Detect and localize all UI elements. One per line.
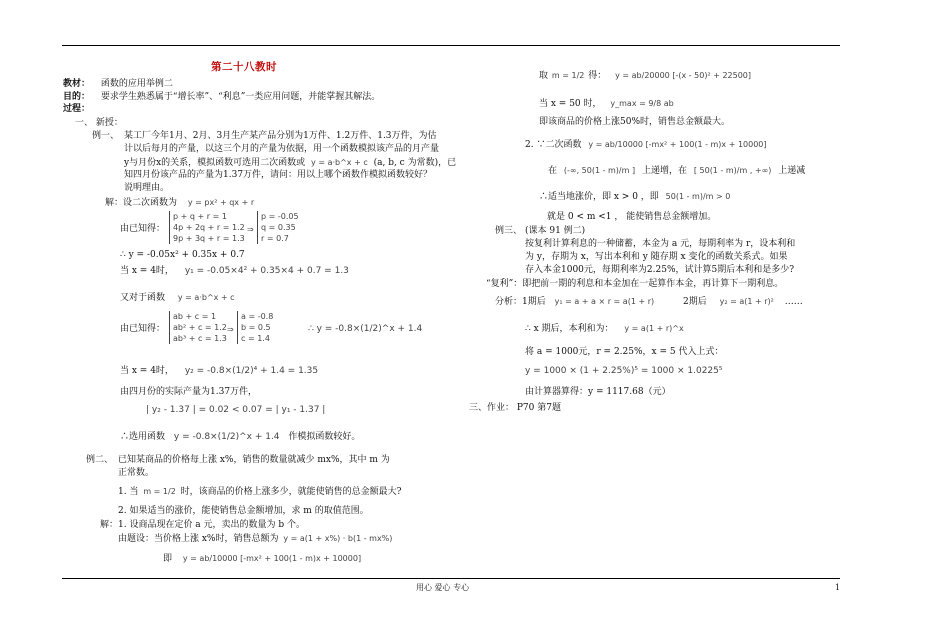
process-label: 过程： <box>63 104 91 114</box>
y1-calculation: y₁ = -0.05×4² + 0.35×4 + 0.7 = 1.3 <box>184 266 349 276</box>
example1-line-3b: (a, b, c 为常数)，已 <box>373 158 457 168</box>
two-period-formula: y₂ = a(1 + r)² <box>719 297 774 306</box>
deviation-compare: | y₂ - 1.37 | = 0.02 < 0.07 = | y₁ - 1.37 | <box>146 405 326 415</box>
therefore-quadratic: ∴ y = -0.05x² + 0.35x + 0.7 <box>120 250 245 260</box>
solution2-line-2 <box>118 533 392 545</box>
vertex-form: y = ab/20000 [-(x - 50)² + 22500] <box>615 71 752 80</box>
sys1-eq-1: p + q + r = 1 <box>173 212 227 221</box>
q1-text-b: 时，该商品的价格上涨多少，就能使销售的总金额最大? <box>180 487 402 497</box>
example1-line-1: 某工厂今年1月、2月、3月生产某产品分别为1万件、1.2万件、1.3万件，为估 <box>124 131 437 141</box>
analysis-text-b: 2期后 <box>683 297 707 307</box>
known-label-2: 由已知得： <box>120 324 166 334</box>
quad-model: y = px² + qx + r <box>187 198 255 207</box>
compound-definition: “复利”：即把前一期的利息和本金加在一起算作本金，再计算下一期利息。 <box>486 279 784 289</box>
decreasing-interval: [ 50(1 - m)/m , +∞) <box>693 166 772 175</box>
therefore-exponential: ∴ y = -0.8×(1/2)^x + 1.4 <box>308 324 423 334</box>
take-m-line <box>539 70 751 82</box>
question-1 <box>118 486 402 498</box>
q1-text-a: 1. 当 <box>118 487 139 497</box>
implies-arrow-2: ⇒ <box>227 325 234 334</box>
example3-source: (课本 91 例二) <box>525 226 586 236</box>
example2-line-2: 正常数。 <box>118 468 155 478</box>
solution-intro-text: 解：设二次函数为 <box>105 198 178 208</box>
footer-motto: 用心 爱心 专心 <box>416 583 470 592</box>
interval-text-a: 在 <box>548 166 558 176</box>
y-max: y_max = 9/8 ab <box>610 99 674 108</box>
top-rule <box>62 45 840 46</box>
take-m-text-c: 得： <box>588 71 607 81</box>
example1-label: 例一、 <box>92 131 120 141</box>
page-title: 第二十八教时 <box>211 61 277 73</box>
homework-line: 三、作业： P70 第7题 <box>469 403 561 413</box>
sys1-eq-2: 4p + 2q + r = 1.2 <box>173 223 245 232</box>
solution2-line-3 <box>163 553 361 565</box>
sys1-sol-q: q = 0.35 <box>261 223 296 232</box>
bottom-rule <box>62 578 840 579</box>
condition-text: ∴适当地涨价，即 x > 0 ，即 <box>539 192 659 202</box>
goal-line <box>63 92 380 103</box>
analysis-text-a: 分析：1期后 <box>495 297 546 307</box>
when-50-text: 当 x = 50 时， <box>539 99 602 109</box>
sys2-eq-3: ab³ + c = 1.3 <box>173 334 227 343</box>
sys1-sol-p: p = -0.05 <box>261 212 299 221</box>
take-m-text-a: 取 <box>539 71 549 81</box>
interval-text-c: 上递减 <box>778 166 806 176</box>
part2-line <box>525 139 767 151</box>
solution-intro <box>105 197 254 209</box>
sys1-eq-3: 9p + 3q + r = 1.3 <box>173 234 245 243</box>
q1-m-value: m = 1/2 <box>143 487 176 496</box>
example3-label: 例三、 <box>495 226 523 236</box>
known-label-1: 由已知得： <box>120 224 166 234</box>
choose-function <box>120 432 360 443</box>
condition-line <box>539 191 730 203</box>
system-1-right <box>257 211 299 244</box>
when-x4-quad <box>120 266 349 277</box>
sys2-eq-2: ab² + c = 1.2 <box>173 323 227 332</box>
increasing-interval: (-∞, 50(1 - m)/m ] <box>563 166 636 175</box>
goal-text: 要求学生熟悉属于“增长率”、“利息”一类应用问题，并能掌握其解法。 <box>100 92 381 102</box>
chosen-function: y = -0.8×(1/2)^x + 1.4 <box>173 432 280 442</box>
goal-label: 目的： <box>63 92 91 102</box>
system-1-left <box>169 211 245 244</box>
m-range-result: 就是 0 < m <1 ， 能使销售总金额增加。 <box>547 212 717 222</box>
condition-inequality: 50(1 - m)/m > 0 <box>665 192 731 201</box>
example3-line-1: 按复利计算利息的一种储蓄，本金为 a 元，每期利率为 r，设本利和 <box>525 239 796 249</box>
ellipsis: …… <box>784 297 803 307</box>
sys1-sol-r: r = 0.7 <box>261 234 289 243</box>
substitution-formula: y = 1000 × (1 + 2.25%)⁵ = 1000 × 1.0225⁵ <box>525 366 723 376</box>
system-2-left <box>169 311 227 344</box>
x-period-formula: y = a(1 + r)^x <box>624 324 684 333</box>
example1-line-3a: y与月份x的关系，模拟函数可选用二次函数或 <box>124 158 306 168</box>
when-x4-text-a: 当 x = 4时， <box>120 266 174 276</box>
sys2-eq-1: ab + c = 1 <box>173 312 217 321</box>
example1-line-4: 知四月份该产品的产量为1.37万件，请问：用以上哪个函数作模拟函数较好？ <box>124 170 433 180</box>
page-number: 1 <box>835 583 841 592</box>
choose-text-a: ∴选用函数 <box>120 432 166 442</box>
material-text: 函数的应用举例二 <box>100 79 173 89</box>
when-x4-exp <box>120 366 318 377</box>
exp-model-2: y = a·b^x + c <box>177 293 235 302</box>
example2-label: 例二、 <box>86 455 114 465</box>
sol2-line3-text: 即 <box>163 554 173 564</box>
section1-heading: 一、 新授： <box>75 118 123 128</box>
choose-text-b: 作模拟函数较好。 <box>288 432 361 442</box>
actual-output: 由四月份的实际产量为1.37万件， <box>120 387 258 397</box>
example1-line-3 <box>124 157 456 169</box>
example3-line-3: 存入本金1000元，每期利率为2.25%，试计算5期后本利和是多少? <box>525 265 795 275</box>
max-conclusion: 即该商品的价格上涨50%时，销售总金额最大。 <box>539 117 731 127</box>
analysis-line <box>495 296 803 308</box>
example1-line-2: 计以后每月的产量，以这三个月的产量为依据，用一个函数模拟该产品的月产量 <box>124 144 440 154</box>
when-50-line <box>539 98 674 110</box>
solution2-line-1: 解：1. 设商品现在定价 a 元，卖出的数量为 b 个。 <box>100 520 306 530</box>
sales-total-formula: y = a(1 + x%) · b(1 - mx%) <box>283 534 393 543</box>
expanded-formula: y = ab/10000 [-mx² + 100(1 - m)x + 10000] <box>182 554 362 563</box>
one-period-formula: y₁ = a + a × r = a(1 + r) <box>554 297 655 306</box>
implies-arrow-1: ⇒ <box>247 225 254 234</box>
sol2-line2-text: 由题设：当价格上涨 x%时，销售总额为 <box>118 534 279 544</box>
also-function-text: 又对于函数 <box>120 293 166 303</box>
sys2-sol-b: b = 0.5 <box>241 323 271 332</box>
x-period-line <box>525 323 684 335</box>
monotonic-line <box>548 165 805 177</box>
example2-line-1: 已知某商品的价格每上涨 x%，销售的数量就减少 mx%，其中 m 为 <box>118 455 390 465</box>
x-period-text: ∴ x 期后，本利和为： <box>525 324 614 334</box>
interval-text-b: 上递增，在 <box>641 166 687 176</box>
example1-line-5: 说明理由。 <box>124 183 170 193</box>
question-2: 2. 如果适当的涨价，能使销售总金额增加，求 m 的取值范围。 <box>118 506 369 516</box>
exp-model: y = a·b^x + c <box>311 158 368 167</box>
sys2-sol-c: c = 1.4 <box>241 334 270 343</box>
also-function <box>120 292 235 304</box>
y2-calculation: y₂ = -0.8×(1/2)⁴ + 1.4 = 1.35 <box>184 366 319 376</box>
system-2-right <box>237 311 273 344</box>
when-x4-text-b: 当 x = 4时， <box>120 366 174 376</box>
substitution-line: 将 a = 1000元，r = 2.25%，x = 5 代入上式： <box>525 347 724 357</box>
quadratic-function: y = ab/10000 [-mx² + 100(1 - m)x + 10000] <box>588 140 767 149</box>
material-label: 教材： <box>63 79 91 89</box>
calculator-result: 由计算器算得：y = 1117.68（元） <box>525 387 671 397</box>
take-m-value: m = 1/2 <box>551 71 585 80</box>
sys2-sol-a: a = -0.8 <box>241 312 274 321</box>
material-line <box>63 79 173 90</box>
part2-text: 2. ∵二次函数 <box>525 140 582 150</box>
example3-line-2: 为 y，存期为 x，写出本利和 y 随存期 x 变化的函数关系式。如果 <box>525 252 788 262</box>
